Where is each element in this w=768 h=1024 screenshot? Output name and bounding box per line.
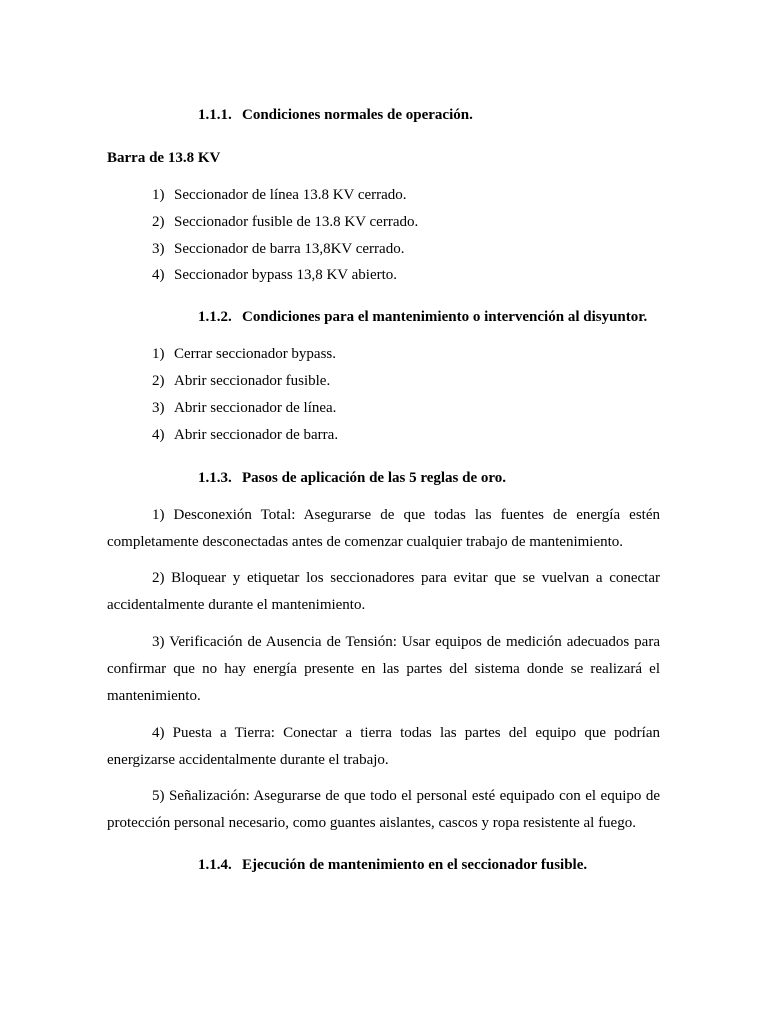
- rule-paragraph: 3) Verificación de Ausencia de Tensión: Usar equipos de medición adecuados para confirmar que no hay energía presente en las partes del sistema donde se realizará el mantenimiento.: [107, 634, 660, 704]
- list-number: 4): [152, 267, 165, 283]
- list-text: Seccionador fusible de 13.8 KV cerrado.: [174, 214, 419, 230]
- rule-paragraph: 4) Puesta a Tierra: Conectar a tierra todas las partes del equipo que podrían energizarse accidentalmente durante el trabajo.: [107, 725, 660, 768]
- list-number: 1): [152, 346, 165, 362]
- section-heading-1-1-3: [198, 470, 506, 487]
- section-number: 1.1.3.: [198, 470, 232, 486]
- section-number: 1.1.2.: [198, 309, 232, 325]
- section-heading-1-1-1: [198, 107, 473, 124]
- list-item: [152, 267, 397, 284]
- list-text: Seccionador de barra 13,8KV cerrado.: [174, 241, 405, 257]
- section-heading-1-1-4: [198, 857, 587, 874]
- list-text: Abrir seccionador de línea.: [174, 400, 337, 416]
- section-title: Pasos de aplicación de las 5 reglas de oro.: [242, 470, 507, 486]
- list-item: [152, 400, 336, 417]
- list-text: Abrir seccionador de barra.: [174, 427, 339, 443]
- list-number: 2): [152, 373, 165, 389]
- barra-label: Barra de 13.8 KV: [107, 150, 221, 166]
- rule-paragraph: 1) Desconexión Total: Asegurarse de que todas las fuentes de energía estén completamente desconectadas antes de comenzar cualquier trabajo de mantenimiento.: [107, 507, 660, 550]
- rule-paragraph: 5) Señalización: Asegurarse de que todo el personal esté equipado con el equipo de protección personal necesario, como guantes aislantes, cascos y ropa resistente al fuego.: [107, 788, 660, 831]
- section-title: Condiciones normales de operación.: [242, 107, 473, 123]
- list-number: 1): [152, 187, 165, 203]
- list-number: 4): [152, 427, 165, 443]
- list-item: [152, 427, 338, 444]
- list-number: 3): [152, 400, 165, 416]
- list-text: Cerrar seccionador bypass.: [174, 346, 337, 362]
- section-number: 1.1.4.: [198, 857, 232, 873]
- section-number: 1.1.1.: [198, 107, 232, 123]
- list-item: [152, 346, 336, 363]
- list-number: 2): [152, 214, 165, 230]
- list-text: Seccionador bypass 13,8 KV abierto.: [174, 267, 398, 283]
- section-title: Ejecución de mantenimiento en el seccionador fusible.: [242, 857, 588, 873]
- section-title: Condiciones para el mantenimiento o intervención al disyuntor.: [242, 309, 648, 325]
- list-text: Abrir seccionador fusible.: [174, 373, 331, 389]
- list-text: Seccionador de línea 13.8 KV cerrado.: [174, 187, 407, 203]
- list-item: [152, 241, 404, 258]
- rule-paragraph: 2) Bloquear y etiquetar los seccionadores para evitar que se vuelvan a conectar accidentalmente durante el mantenimiento.: [107, 570, 660, 613]
- section-heading-1-1-2: [198, 309, 647, 326]
- list-number: 3): [152, 241, 165, 257]
- list-item: [152, 187, 407, 204]
- list-item: [152, 373, 330, 390]
- list-item: [152, 214, 418, 231]
